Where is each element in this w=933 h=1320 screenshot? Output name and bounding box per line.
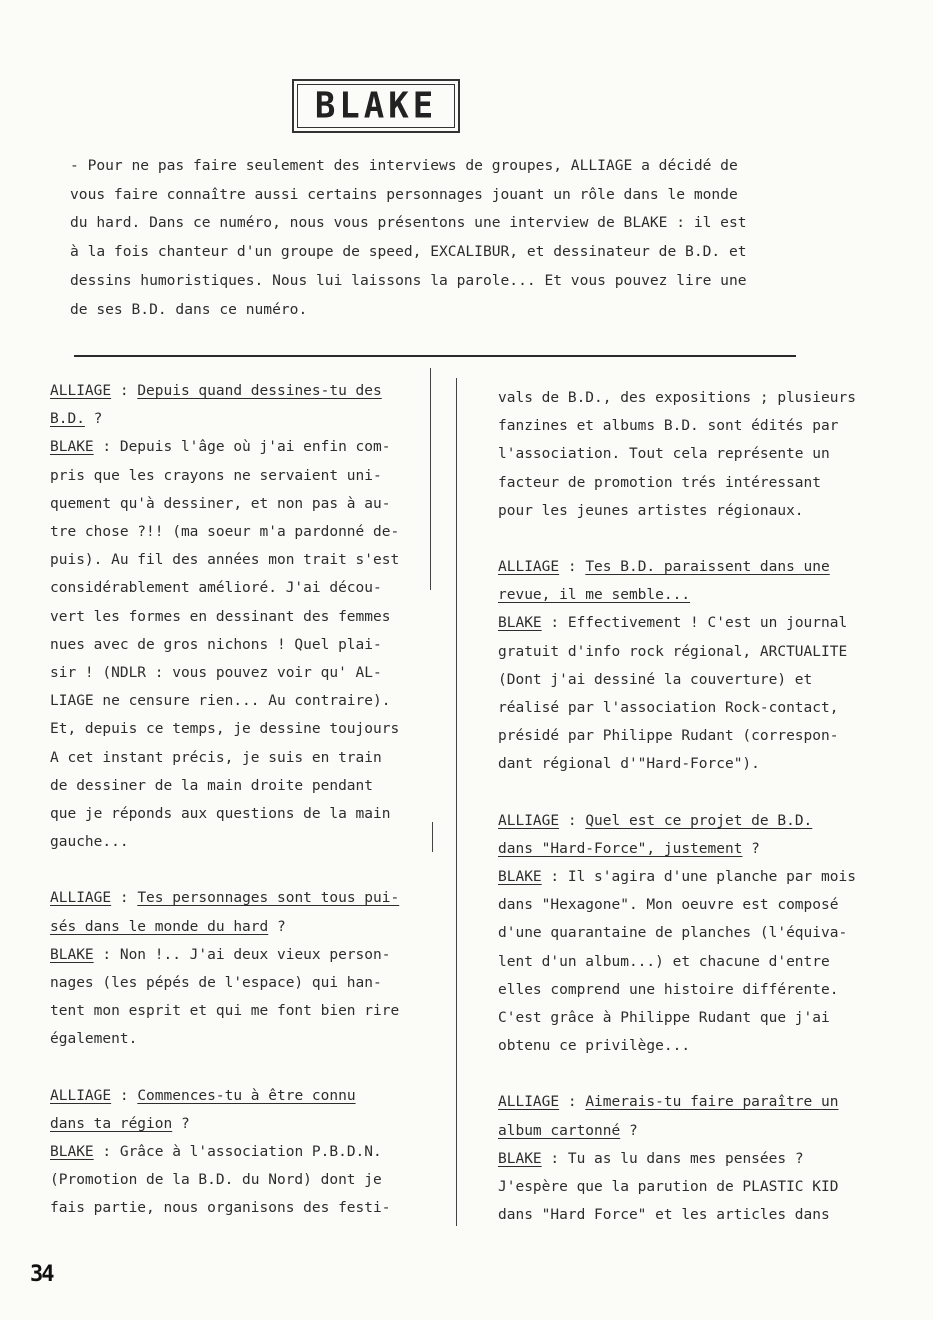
answer-line: fais partie, nous organisons des festi- <box>50 1200 391 1217</box>
intro-line: dessins humoristiques. Nous lui laissons la parole... Et vous pouvez lire une <box>70 271 747 289</box>
answer-line <box>498 863 888 891</box>
answer-line: l'association. Tout cela représente un <box>498 446 830 463</box>
question-line <box>498 1088 888 1116</box>
question-line <box>50 913 430 941</box>
answer-line: que je réponds aux questions de la main <box>50 806 391 823</box>
question-text: dans ta région <box>50 1115 173 1132</box>
intro-line: vous faire connaître aussi certains personnages jouant un rôle dans le monde <box>70 185 738 203</box>
answer-line: tre chose ?!! (ma soeur m'a pardonné de- <box>50 524 400 541</box>
answer-line <box>50 433 430 461</box>
section-divider <box>74 355 796 357</box>
answer-text: : Depuis l'âge où j'ai enfin com- <box>93 439 391 456</box>
answer-line: fanzines et albums B.D. sont édités par <box>498 418 839 435</box>
answer-line: elles comprend une histoire différente. <box>498 981 839 998</box>
answer-line: dant régional d'"Hard-Force"). <box>498 756 760 773</box>
answer-line: réalisé par l'association Rock-contact, <box>498 700 839 717</box>
question-line <box>498 581 888 609</box>
answer-line: J'espère que la parution de PLASTIC KID <box>498 1179 839 1196</box>
right-column <box>498 384 888 1229</box>
separator-text: : <box>111 890 138 907</box>
question-line <box>50 377 430 405</box>
question-text: dans "Hard-Force", justement <box>498 840 743 857</box>
intro-line: à la fois chanteur d'un groupe de speed, EXCALIBUR, et dessinateur de B.D. et <box>70 243 747 261</box>
question-text: Depuis quand dessines-tu des <box>137 383 382 399</box>
separator-text: : <box>559 1094 586 1111</box>
question-text: Tes B.D. paraissent dans une <box>585 559 830 576</box>
question-line <box>50 884 430 912</box>
speaker-label: ALLIAGE <box>498 559 560 576</box>
question-text: Quel est ce projet de B.D. <box>585 812 813 829</box>
question-text: Aimerais-tu faire paraître un <box>585 1094 839 1111</box>
answer-line: d'une quarantaine de planches (l'équiva- <box>498 925 848 942</box>
answer-line: C'est grâce à Philippe Rudant que j'ai <box>498 1010 830 1027</box>
column-rule <box>432 822 433 852</box>
answer-line: LIAGE ne censure rien... Au contraire). <box>50 693 391 710</box>
question-line <box>498 553 888 581</box>
answer-line: vals de B.D., des expositions ; plusieurs <box>498 390 856 406</box>
intro-line: du hard. Dans ce numéro, nous vous présentons une interview de BLAKE : il est <box>70 214 747 232</box>
question-text: album cartonné <box>498 1122 621 1139</box>
answer-text: : Grâce à l'association P.B.D.N. <box>93 1144 382 1161</box>
question-line <box>50 405 430 433</box>
speaker-label: ALLIAGE <box>50 1087 112 1104</box>
paragraph-gap <box>498 1060 888 1088</box>
question-line <box>498 835 888 863</box>
question-mark: ? <box>268 918 286 935</box>
answer-line <box>50 941 430 969</box>
answer-line: gratuit d'info rock régional, ARCTUALITE <box>498 643 848 660</box>
speaker-label: ALLIAGE <box>50 890 112 907</box>
answer-line: présidé par Philippe Rudant (correspon- <box>498 728 839 745</box>
question-mark: ? <box>620 1122 638 1139</box>
answer-line: dans "Hexagone". Mon oeuvre est composé <box>498 897 839 914</box>
column-divider <box>456 378 457 1226</box>
question-text: Tes personnages sont tous pui- <box>137 890 400 907</box>
question-text: Commences-tu à être connu <box>137 1087 356 1104</box>
answer-line: gauche... <box>50 834 129 851</box>
question-mark: ? <box>742 840 760 857</box>
answer-line: A cet instant précis, je suis en train <box>50 749 382 766</box>
column-rule <box>430 368 431 590</box>
answer-line: tent mon esprit et qui me font bien rire <box>50 1003 400 1020</box>
paragraph-gap <box>498 525 888 553</box>
answer-text: : Effectivement ! C'est un journal <box>541 615 848 632</box>
question-line <box>50 1110 430 1138</box>
speaker-label: ALLIAGE <box>498 812 560 829</box>
speaker-label: BLAKE <box>50 946 94 963</box>
answer-line: facteur de promotion trés intéressant <box>498 474 822 491</box>
page-title: BLAKE <box>314 85 438 127</box>
question-line <box>50 1082 430 1110</box>
answer-line: dans "Hard Force" et les articles dans <box>498 1207 830 1224</box>
answer-line: pris que les crayons ne servaient uni- <box>50 467 382 484</box>
answer-line: également. <box>50 1031 138 1048</box>
answer-line: nages (les pépés de l'espace) qui han- <box>50 975 382 992</box>
answer-line: quement qu'à dessiner, et non pas à au- <box>50 495 391 512</box>
title-box <box>292 79 460 133</box>
separator-text: : <box>111 383 138 399</box>
answer-line: (Promotion de la B.D. du Nord) dont je <box>50 1172 382 1189</box>
separator-text: : <box>559 559 586 576</box>
paragraph-gap <box>498 779 888 807</box>
speaker-label: ALLIAGE <box>498 1094 560 1111</box>
answer-line <box>50 1138 430 1166</box>
intro-paragraph <box>70 152 810 324</box>
question-line <box>498 1117 888 1145</box>
speaker-label: ALLIAGE <box>50 383 112 399</box>
question-text: revue, il me semble... <box>498 587 691 604</box>
answer-line: considérablement amélioré. J'ai décou- <box>50 580 382 597</box>
paragraph-gap <box>50 1054 430 1082</box>
paragraph-gap <box>50 856 430 884</box>
answer-line <box>498 1145 888 1173</box>
question-mark: ? <box>84 411 103 428</box>
answer-line: obtenu ce privilège... <box>498 1038 691 1055</box>
speaker-label: BLAKE <box>498 869 542 886</box>
answer-line: de dessiner de la main droite pendant <box>50 777 374 794</box>
answer-line: vert les formes en dessinant des femmes <box>50 608 391 625</box>
answer-line: puis). Au fil des années mon trait s'est <box>50 552 400 569</box>
intro-line: - Pour ne pas faire seulement des interviews de groupes, ALLIAGE a décidé de <box>70 157 738 174</box>
answer-line <box>498 609 888 637</box>
separator-text: : <box>111 1087 138 1104</box>
question-text: B.D. <box>50 411 85 428</box>
answer-line: lent d'un album...) et chacune d'entre <box>498 953 830 970</box>
answer-line: (Dont j'ai dessiné la couverture) et <box>498 671 813 688</box>
intro-line: de ses B.D. dans ce numéro. <box>70 300 308 318</box>
answer-line: nues avec de gros nichons ! Quel plai- <box>50 636 382 653</box>
question-line <box>498 807 888 835</box>
answer-line: Et, depuis ce temps, je dessine toujours <box>50 721 400 738</box>
page-number: 34 <box>30 1262 53 1287</box>
speaker-label: BLAKE <box>498 615 542 632</box>
answer-line: sir ! (NDLR : vous pouvez voir qu' AL- <box>50 665 382 682</box>
speaker-label: BLAKE <box>50 1144 94 1161</box>
speaker-label: BLAKE <box>50 439 94 456</box>
answer-text: : Il s'agira d'une planche par mois <box>541 869 856 886</box>
left-column <box>50 377 430 1223</box>
answer-text: : Tu as lu dans mes pensées ? <box>541 1150 804 1167</box>
separator-text: : <box>559 812 586 829</box>
question-text: sés dans le monde du hard <box>50 918 269 935</box>
answer-line: pour les jeunes artistes régionaux. <box>498 502 804 519</box>
answer-text: : Non !.. J'ai deux vieux person- <box>93 946 391 963</box>
question-mark: ? <box>172 1115 190 1132</box>
speaker-label: BLAKE <box>498 1150 542 1167</box>
